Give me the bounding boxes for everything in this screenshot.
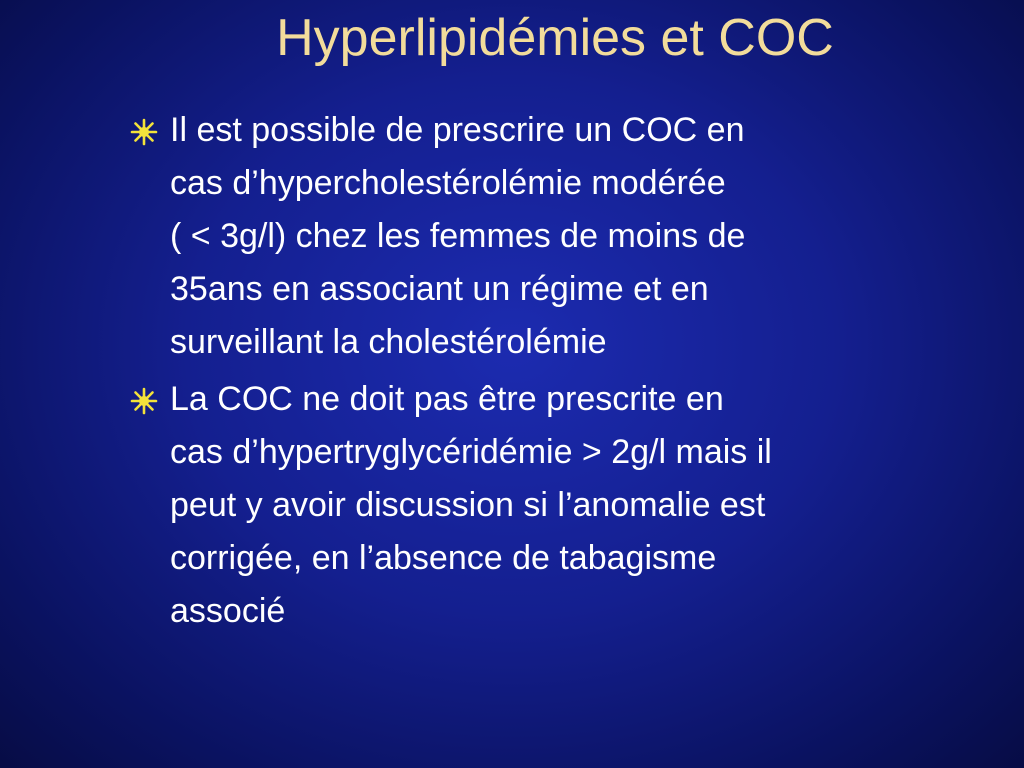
bullet-line: associé (170, 592, 286, 630)
sunburst-bullet-icon (130, 118, 158, 146)
bullet-line: peut y avoir discussion si l’anomalie est (170, 486, 766, 524)
bullet-line: La COC ne doit pas être prescrite en (170, 380, 724, 418)
bullet-line: 35ans en associant un régime et en (170, 270, 709, 308)
bullet-line: cas d’hypercholestérolémie modérée (170, 164, 726, 202)
bullet-line: corrigée, en l’absence de tabagisme (170, 539, 717, 577)
sunburst-bullet-icon (130, 387, 158, 415)
slide-title: Hyperlipidémies et COC (276, 9, 834, 67)
bullet-list (130, 104, 990, 642)
bullet-line: cas d’hypertryglycéridémie > 2g/l mais il (170, 433, 772, 471)
bullet-item-1 (130, 104, 990, 369)
bullet-line: ( < 3g/l) chez les femmes de moins de (170, 217, 746, 255)
bullet-item-2 (130, 373, 990, 638)
bullet-line: surveillant la cholestérolémie (170, 323, 607, 361)
bullet-line: Il est possible de prescrire un COC en (170, 111, 745, 149)
